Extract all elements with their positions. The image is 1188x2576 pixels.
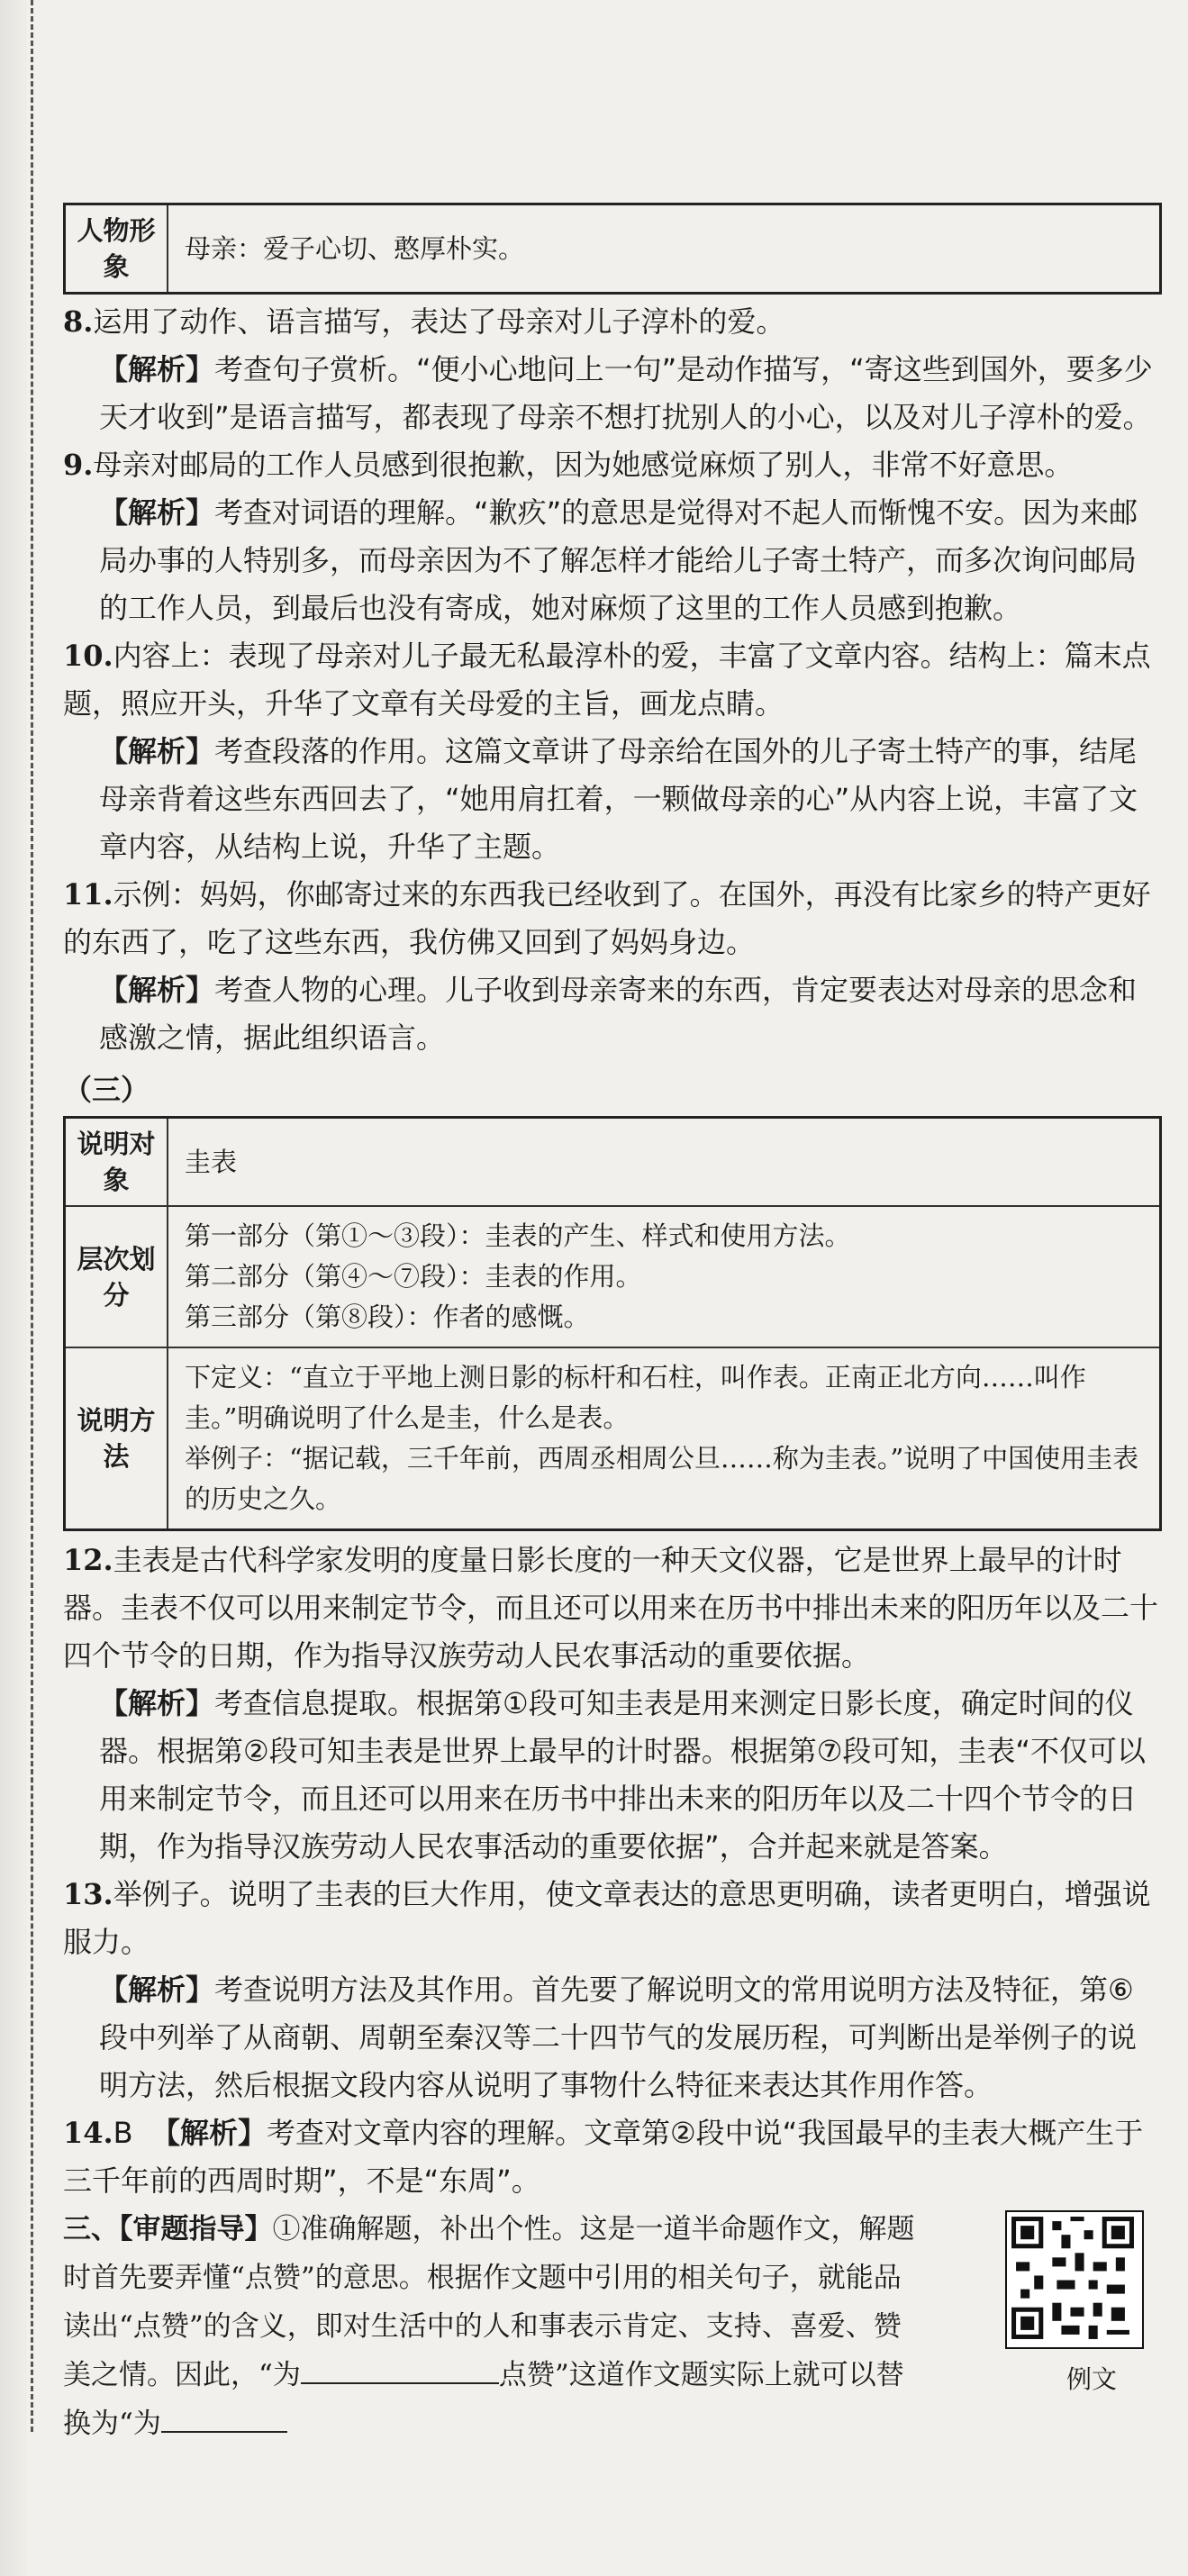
table-line: 举例子：“据记载，三千年前，西周丞相周公旦……称为圭表。”说明了中国使用圭表的历史之久。 bbox=[185, 1443, 1139, 1514]
answer-12 bbox=[63, 1537, 1162, 1871]
answer-14 bbox=[63, 2109, 1162, 2205]
question-number: 14. bbox=[63, 2116, 113, 2150]
table-row bbox=[65, 1347, 1161, 1530]
section-heading: （三） bbox=[63, 1073, 150, 1107]
table-line: 下定义：“直立于平地上测日影的标杆和石柱，叫作表。正南正北方向……叫作圭。”明确说明了什么是圭，什么是表。 bbox=[185, 1362, 1086, 1433]
answer-text: 示例：妈妈，你邮寄过来的东西我已经收到了。在国外，再没有比家乡的特产更好的东西了，吃了这些东西，我仿佛又回到了妈妈身边。 bbox=[63, 877, 1151, 959]
fill-blank bbox=[301, 2355, 400, 2384]
answer-text: 圭表是古代科学家发明的度量日影长度的一种天文仪器，它是世界上最早的计时器。圭表不仅可以用来制定节令，而且还可以用来在历书中排出未来的阳历年以及二十四个节令的日期，作为指导汉族劳动人民农事活动的重要依据。 bbox=[63, 1543, 1159, 1673]
analysis-label: 【解析】 bbox=[99, 352, 215, 386]
answer-8 bbox=[63, 298, 1162, 441]
table-head: 说明对象 bbox=[65, 1118, 168, 1207]
answer-9 bbox=[63, 441, 1162, 632]
answer-page bbox=[63, 36, 1162, 2448]
answer-text: 母亲对邮局的工作人员感到很抱歉，因为她感觉麻烦了别人，非常不好意思。 bbox=[93, 448, 1074, 482]
answer-text: B bbox=[113, 2116, 133, 2150]
analysis-label: 【解析】 bbox=[99, 1973, 215, 2007]
question-number: 13. bbox=[63, 1877, 113, 1911]
section-label: 三、 bbox=[63, 2213, 119, 2245]
table-row bbox=[65, 1118, 1161, 1207]
answers-part-three bbox=[63, 1537, 1162, 2205]
fill-blank bbox=[400, 2355, 499, 2384]
analysis-text: 考查信息提取。根据第①段可知圭表是用来测定日影长度，确定时间的仪器。根据第②段可知圭表是世界上最早的计时器。根据第⑦段可知，圭表“不仅可以用来制定节令，而且还可以用来在历书中排出未来的阳历年以及二十四个节令的日期，作为指导汉族劳动人民农事活动的重要依据”，合并起来就是答案。 bbox=[99, 1686, 1146, 1864]
analysis-label: 【解析】 bbox=[99, 973, 215, 1007]
analysis-text: 考查句子赏析。“便小心地问上一句”是动作描写，“寄这些到国外，要多少天才收到”是语言描写，都表现了母亲不想打扰别人的小心，以及对儿子淳朴的爱。 bbox=[99, 352, 1153, 434]
table-line: 圭表 bbox=[185, 1146, 238, 1177]
analysis-text: 考查对词语的理解。“歉疚”的意思是觉得对不起人而惭愧不安。因为来邮局办事的人特别多，而母亲因为不了解怎样才能给儿子寄土特产，而多次询问邮局的工作人员，到最后也没有寄成，她对麻烦了这里的工作人员感到抱歉。 bbox=[99, 495, 1138, 625]
answer-text: 举例子。说明了圭表的巨大作用，使文章表达的意思更明确，读者更明白，增强说服力。 bbox=[63, 1877, 1151, 1959]
fill-blank bbox=[161, 2404, 287, 2433]
explanation-table bbox=[63, 1116, 1162, 1531]
analysis-text: 考查人物的心理。儿子收到母亲寄来的东西，肯定要表达对母亲的思念和感激之情，据此组织语言。 bbox=[99, 973, 1138, 1055]
analysis-label: 【解析】 bbox=[99, 734, 215, 768]
table-head: 人物形象 bbox=[65, 204, 168, 294]
table-cell: 母亲：爱子心切、憨厚朴实。 bbox=[168, 204, 1161, 294]
table-line: 第二部分（第④～⑦段）：圭表的作用。 bbox=[185, 1261, 642, 1292]
table-head: 层次划分 bbox=[65, 1206, 168, 1347]
character-table bbox=[63, 203, 1162, 295]
question-number: 10. bbox=[63, 639, 113, 673]
answer-10 bbox=[63, 632, 1162, 871]
answer-11 bbox=[63, 871, 1162, 1062]
qr-caption: 例文 bbox=[1066, 2364, 1117, 2394]
essay-guide bbox=[63, 2205, 1162, 2448]
answers-part-two bbox=[63, 298, 1162, 1062]
table-cell bbox=[168, 1206, 1161, 1347]
table-cell bbox=[168, 1347, 1161, 1530]
table-line: 第三部分（第⑧段）：作者的感慨。 bbox=[185, 1302, 590, 1332]
answer-13 bbox=[63, 1871, 1162, 2109]
question-number: 9. bbox=[63, 448, 94, 482]
analysis-label: 【解析】 bbox=[99, 495, 215, 530]
qr-code-icon[interactable] bbox=[1005, 2210, 1144, 2349]
binding-margin bbox=[0, 0, 27, 2576]
table-cell bbox=[168, 1118, 1161, 1207]
table-line: 第一部分（第①～③段）：圭表的产生、样式和使用方法。 bbox=[185, 1220, 851, 1251]
analysis-text: 考查段落的作用。这篇文章讲了母亲给在国外的儿子寄土特产的事，结尾母亲背着这些东西回去了，“她用肩扛着，一颗做母亲的心”从内容上说，丰富了文章内容，从结构上说，升华了主题。 bbox=[99, 734, 1138, 864]
analysis-text: 考查说明方法及其作用。首先要了解说明文的常用说明方法及特征，第⑥段中列举了从商朝、周朝至秦汉等二十四节气的发展历程，可判断出是举例子的说明方法，然后根据文段内容从说明了事物什么特征来表达其作用作答。 bbox=[99, 1973, 1138, 2102]
table-row bbox=[65, 1206, 1161, 1347]
answer-text: 内容上：表现了母亲对儿子最无私最淳朴的爱，丰富了文章内容。结构上：篇末点题，照应开头，升华了文章有关母爱的主旨，画龙点睛。 bbox=[63, 639, 1151, 721]
analysis-label: 【解析】 bbox=[150, 2116, 267, 2150]
table-head: 说明方法 bbox=[65, 1347, 168, 1530]
question-number: 11. bbox=[63, 877, 113, 912]
question-number: 8. bbox=[63, 304, 94, 339]
guide-text: ①准确解题，补出个性。这是一道半命题作文，解题时首先要弄懂“点赞”的意思。根据作文题中引用的相关句子，就能品读出“点赞”的含义，即对生活中的人和事表示肯定、支持、喜爱、赞美之情。因此，“为 bbox=[63, 2213, 915, 2391]
question-number: 12. bbox=[63, 1543, 113, 1577]
cut-line bbox=[31, 0, 33, 2432]
analysis-text: 考查对文章内容的理解。文章第②段中说“我国最早的圭表大概产生于三千年前的西周时期”，不是“东周”。 bbox=[63, 2116, 1144, 2198]
guide-label: 【审题指导】 bbox=[119, 2213, 273, 2245]
analysis-label: 【解析】 bbox=[99, 1686, 215, 1720]
guide-text-cont: 点赞”这道作文题实际上就可以替换为“为 bbox=[63, 2359, 904, 2440]
answer-text: 运用了动作、语言描写，表达了母亲对儿子淳朴的爱。 bbox=[93, 304, 785, 339]
